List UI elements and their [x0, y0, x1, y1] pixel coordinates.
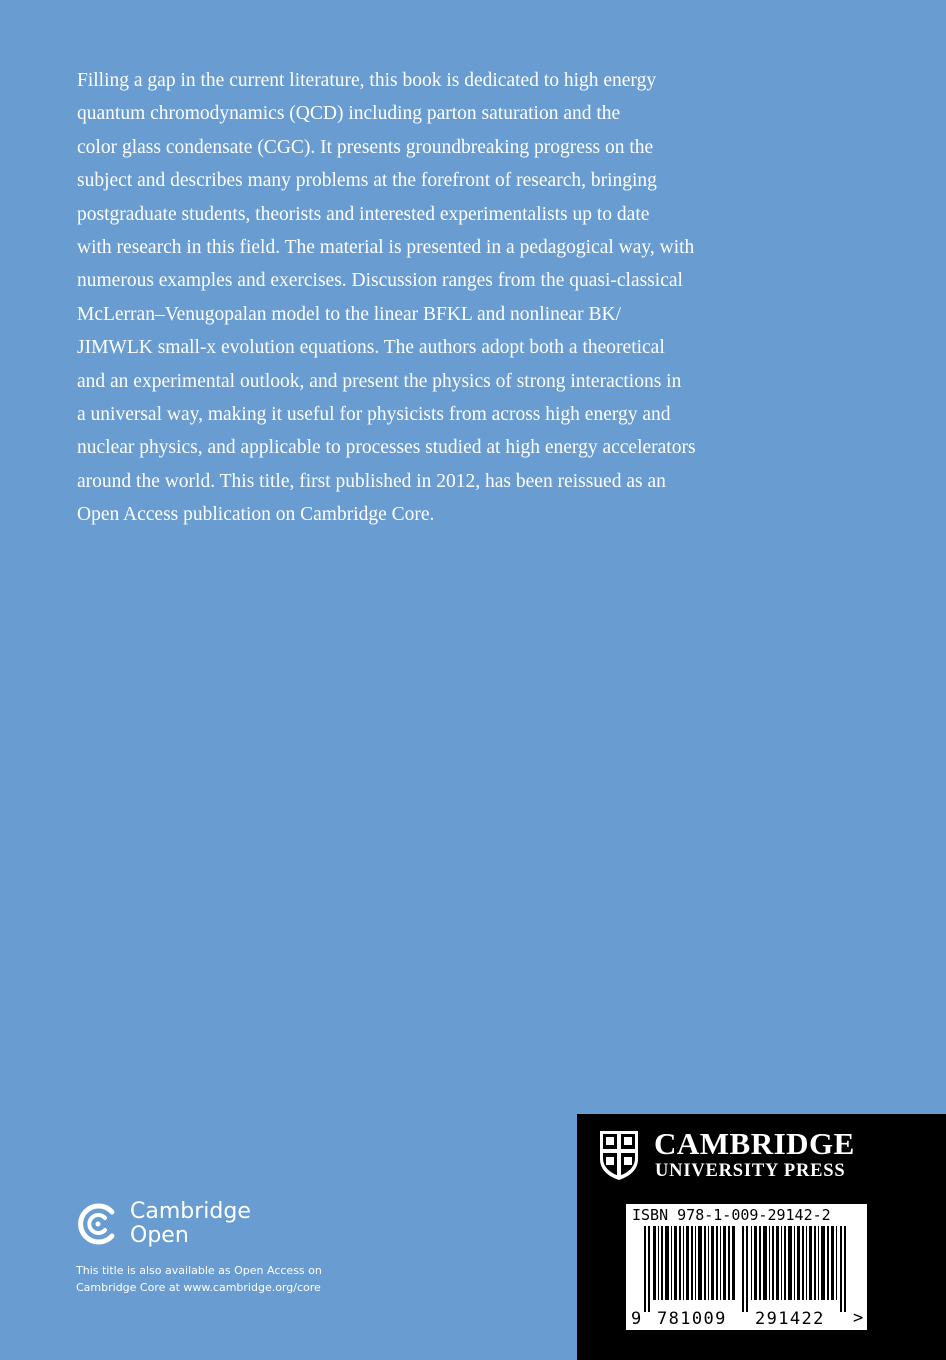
blurb-line: Filling a gap in the current literature, this book is dedicated to high energy	[77, 70, 657, 91]
blurb-line: and an experimental outlook, and present the physics of strong interactions in	[77, 370, 682, 392]
blurb-line: quantum chromodynamics (QCD) including parton saturation and the	[77, 103, 621, 125]
open-access-icon	[76, 1202, 120, 1246]
blurb-line: numerous examples and exercises. Discussion ranges from the quasi-classical	[77, 270, 683, 292]
blurb-line: a universal way, making it useful for physicists from across high energy and	[77, 403, 671, 425]
barcode-digits-right: 291422	[755, 1309, 825, 1329]
cambridge-open-wordmark	[130, 1200, 251, 1248]
publisher-subtitle: UNIVERSITY PRESS	[655, 1161, 846, 1181]
barcode-digit-prefix: 9	[631, 1309, 642, 1329]
back-cover-blurb	[77, 64, 777, 531]
publisher-name: CAMBRIDGE	[654, 1126, 855, 1161]
cambridge-open-logo	[76, 1200, 356, 1248]
publisher-panel	[577, 1114, 946, 1360]
barcode-bars	[644, 1226, 850, 1312]
blurb-line: nuclear physics, and applicable to processes studied at high energy accelerators	[77, 437, 696, 459]
blurb-line: with research in this field. The material is presented in a pedagogical way, with	[77, 236, 695, 258]
blurb-line: JIMWLK small-x evolution equations. The authors adopt both a theoretical	[77, 337, 665, 359]
note-line-2: Cambridge Core at www.cambridge.org/core	[76, 1281, 321, 1294]
open-access-block	[76, 1200, 356, 1296]
blurb-line: McLerran–Venugopalan model to the linear BFKL and nonlinear BK/	[77, 303, 622, 325]
isbn-label: ISBN 978-1-009-29142-2	[632, 1206, 831, 1224]
note-line-1: This title is also available as Open Access on	[76, 1264, 322, 1277]
barcode-quiet-zone-mark: >	[853, 1308, 864, 1328]
blurb-line: Open Access publication on Cambridge Core.	[77, 504, 435, 526]
barcode-digits-left: 781009	[657, 1309, 727, 1329]
open-access-note	[76, 1262, 356, 1296]
brand-line-1: Cambridge	[130, 1199, 251, 1224]
blurb-line: around the world. This title, first published in 2012, has been reissued as an	[77, 470, 666, 492]
blurb-line: postgraduate students, theorists and interested experimentalists up to date	[77, 203, 650, 225]
blurb-line: subject and describes many problems at the forefront of research, bringing	[77, 170, 657, 192]
brand-line-2: Open	[130, 1223, 189, 1248]
blurb-line: color glass condensate (CGC). It presents groundbreaking progress on the	[77, 136, 654, 158]
isbn-barcode	[626, 1204, 867, 1330]
university-crest-icon	[598, 1129, 640, 1181]
